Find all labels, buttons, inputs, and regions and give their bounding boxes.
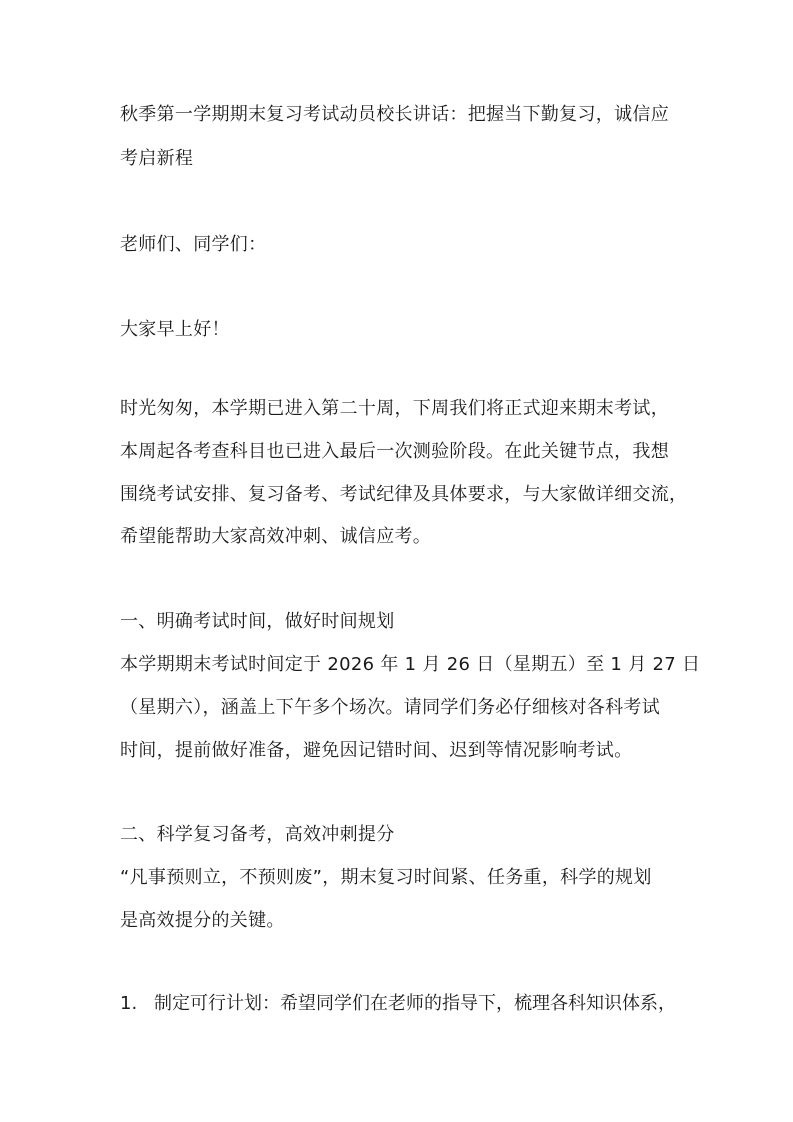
greeting: 大家早上好！ [120,319,230,340]
section-1-paragraph-line: 时间，提前做好准备，避免因记错时间、迟到等情况影响考试。 [120,740,633,761]
intro-paragraph-line: 希望能帮助大家高效冲刺、诚信应考。 [120,526,432,547]
list-item-number: 1. [120,993,138,1014]
section-1-heading: 一、明确考试时间，做好时间规划 [120,611,395,632]
salutation: 老师们、同学们： [120,234,267,255]
document-title-line-1: 秋季第一学期期末复习考试动员校长讲话：把握当下勤复习，诚信应 [120,104,669,125]
list-item [120,992,680,1016]
intro-paragraph-line: 时光匆匆，本学期已进入第二十周，下周我们将正式迎来期末考试， [120,398,669,419]
intro-paragraph-line: 围绕考试安排、复习备考、考试纪律及具体要求，与大家做详细交流， [120,484,688,505]
section-2-heading: 二、科学复习备考，高效冲刺提分 [120,824,395,845]
section-1-paragraph-line: 本学期期末考试时间定于 2026 年 1 月 26 日（星期五）至 1 月 27 日 [120,654,701,675]
section-2-paragraph-line: “凡事预则立，不预则废”，期末复习时间紧、任务重，科学的规划 [120,867,652,888]
intro-paragraph-line: 本周起各考查科目也已进入最后一次测验阶段。在此关键节点，我想 [120,441,669,462]
section-2-paragraph-line: 是高效提分的关键。 [120,910,285,931]
document-title-line-2: 考启新程 [120,148,194,169]
list-item-text: 制定可行计划：希望同学们在老师的指导下，梳理各科知识体系， [154,993,676,1014]
section-1-paragraph-line: （星期六），涵盖上下午多个场次。请同学们务必仔细核对各科考试 [120,697,660,718]
